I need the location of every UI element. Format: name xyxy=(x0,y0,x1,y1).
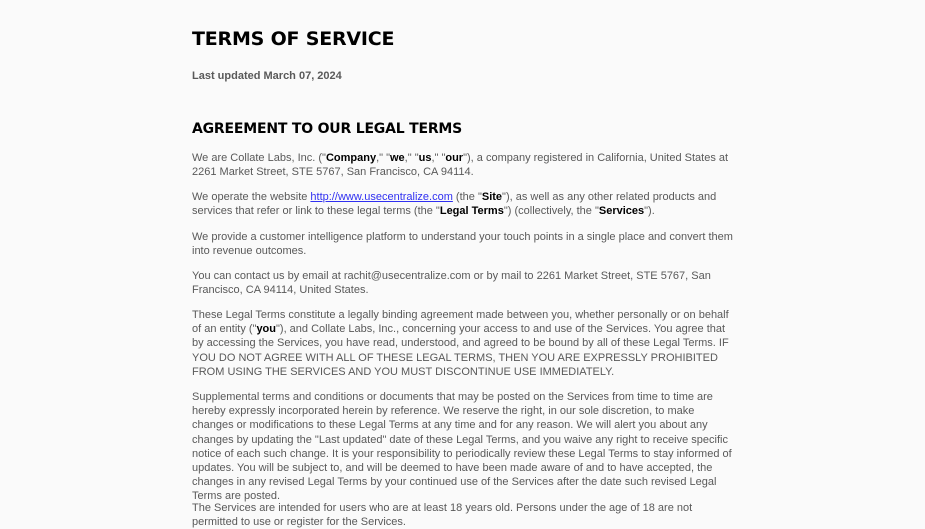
term-site: Site xyxy=(481,191,503,203)
paragraph-company-intro xyxy=(192,151,737,179)
text-segment: We are Collate Labs, Inc. (" xyxy=(192,152,326,164)
term-services: Services xyxy=(598,205,645,218)
paragraph-supplemental-terms: Supplemental terms and conditions or documents that may be posted on the Services from time to time are hereby expressly incorporated herein by reference. We reserve the right, in our sole discretion, to make changes or modifications to these Legal Terms at any time and for any reason. We will alert you about any changes by updating the "Last updated" date of these Legal Terms, and you waive any right to receive specific notice of each such change. It is your responsibility to periodically review these Legal Terms to stay informed of updates. You will be subject to, and will be deemed to have been made aware of and to have accepted, the changes in any revised Legal Terms by your continued use of the Services after the date such revised Legal Terms are posted. xyxy=(192,391,732,503)
text-segment: "), a company registered in California, United States at 2261 Market Street, STE 5767, San Francisco, CA 94114. xyxy=(192,152,729,179)
page-title: TERMS OF SERVICE xyxy=(192,28,395,50)
paragraph-website xyxy=(192,190,737,218)
term-you: you xyxy=(256,323,276,336)
text-segment: "). xyxy=(644,205,655,218)
term-we: we xyxy=(389,152,405,164)
text-segment: ," " xyxy=(431,152,446,164)
paragraph-service-description: We provide a customer intelligence platform to understand your touch points in a single place and convert them into revenue outcomes. xyxy=(192,231,733,258)
text-segment: "), as well as any other related products and services that refer or link to these legal terms (the " xyxy=(192,191,717,218)
website-link[interactable]: http://www.usecentralize.com xyxy=(310,191,453,203)
text-segment: (the " xyxy=(452,191,482,203)
section-heading-agreement: AGREEMENT TO OUR LEGAL TERMS xyxy=(192,121,463,137)
term-company: Company xyxy=(325,152,377,164)
paragraph-binding-agreement xyxy=(192,308,737,379)
text-segment: ") (collectively, the " xyxy=(503,205,599,218)
text-segment: ," " xyxy=(404,152,419,164)
text-segment: These Legal Terms constitute a legally binding agreement made between you, whether personally or on behalf of an entity (" xyxy=(192,309,729,336)
term-our: our xyxy=(445,152,464,164)
text-segment: ," " xyxy=(376,152,390,164)
paragraph-contact: You can contact us by email at rachit@usecentralize.com or by mail to 2261 Market Street, STE 5767, San Francisco, CA 94114, United States. xyxy=(192,270,711,297)
paragraph-age-requirement: The Services are intended for users who are at least 18 years old. Persons under the age of 18 are not permitted to use or register for the Services. xyxy=(192,502,693,529)
last-updated-date: Last updated March 07, 2024 xyxy=(192,70,342,82)
term-us: us xyxy=(418,152,432,164)
text-segment: We operate the website xyxy=(192,191,311,203)
term-legal-terms: Legal Terms xyxy=(439,205,504,218)
text-segment: "), and Collate Labs, Inc., concerning your access to and use of the Services. You agree that by accessing the Services, you have read, understood, and agreed to be bound by all of these Legal Terms. IF YOU DO NOT AGREE WITH ALL OF THESE LEGAL TERMS, THEN YOU ARE EXPRESSLY PROHIBITED FROM USING THE SERVICES AND YOU MUST DISCONTINUE USE IMMEDIATELY. xyxy=(192,323,729,378)
